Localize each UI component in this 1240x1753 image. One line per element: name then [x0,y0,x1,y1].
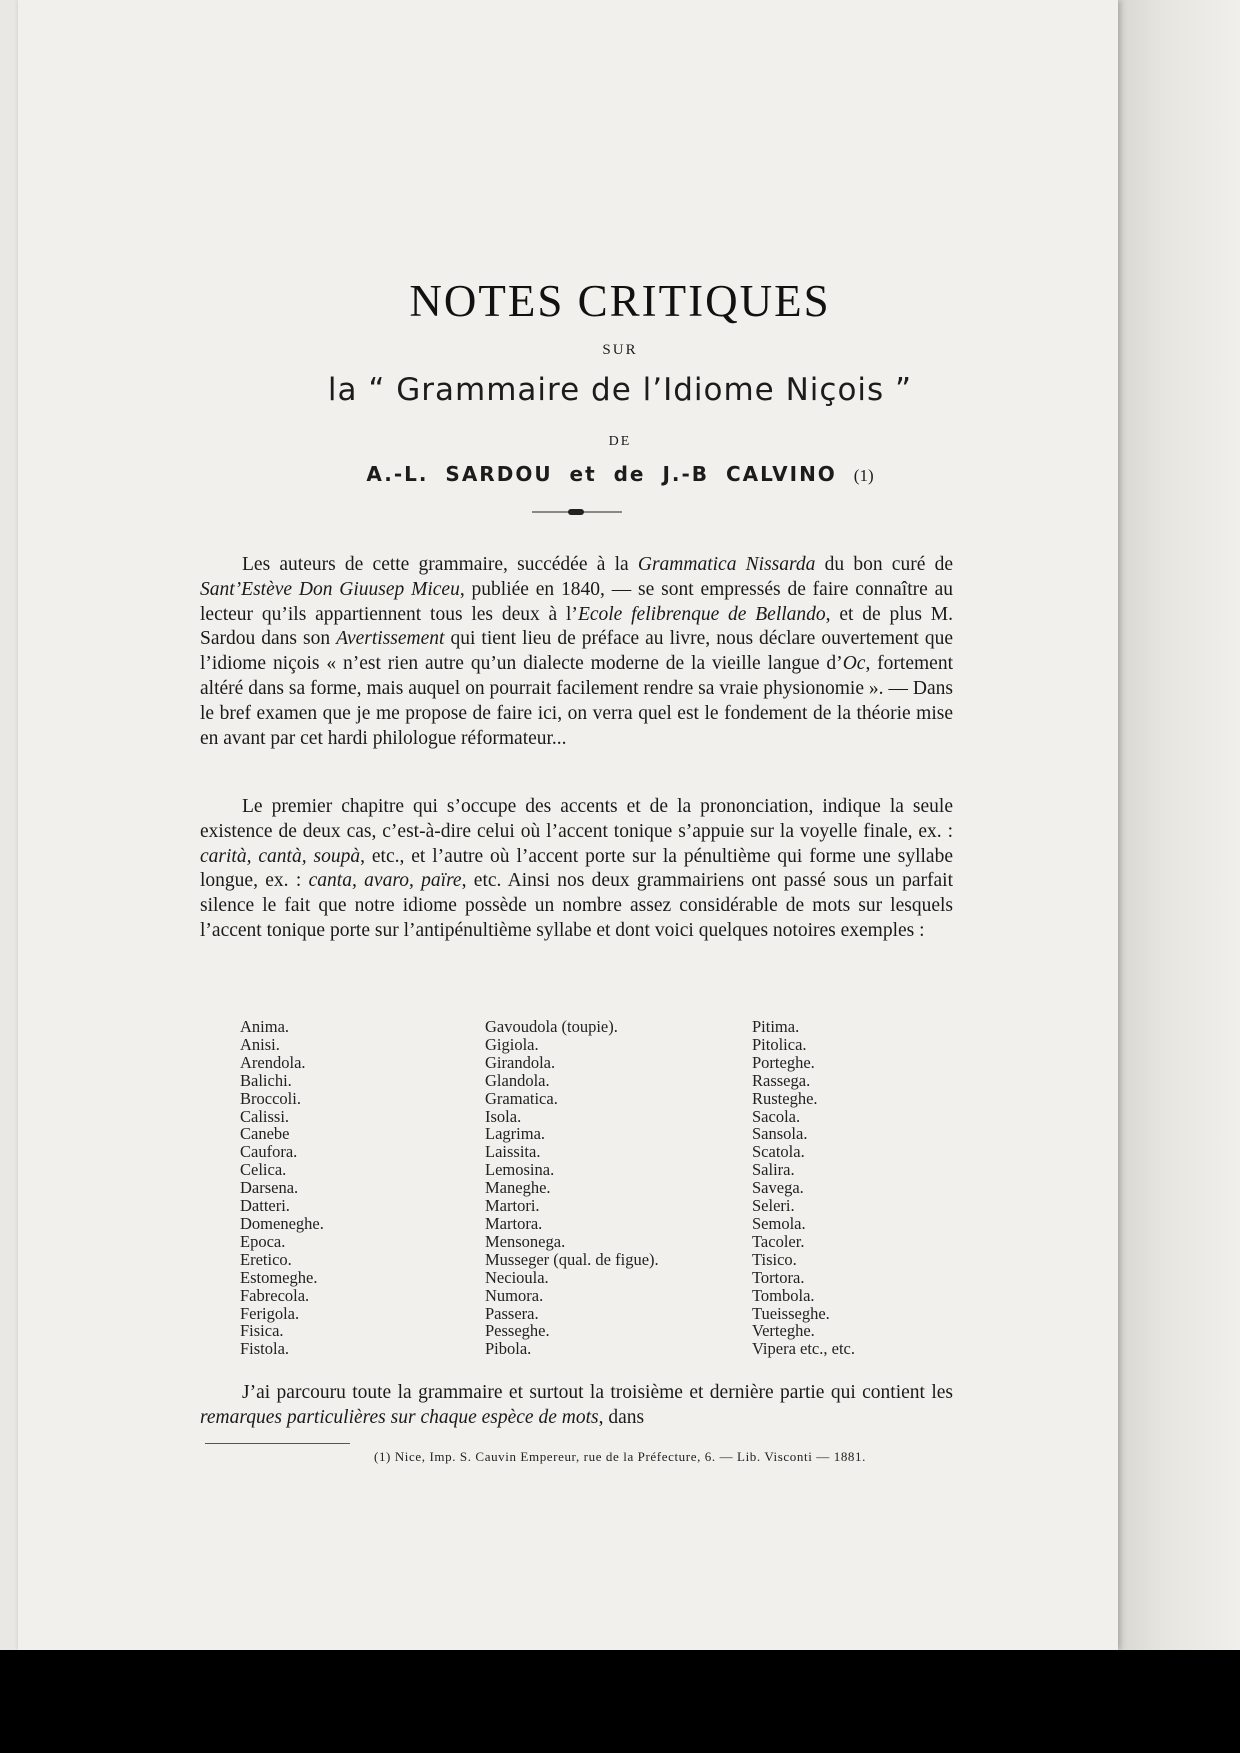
word-list-item: Pitolica. [752,1034,807,1054]
word-list-item: Fabrecola. [240,1285,310,1305]
word-list-item: Balichi. [240,1070,292,1090]
word-list-item: Anima. [240,1017,290,1036]
word-list-item: Maneghe. [485,1178,551,1198]
word-list-item: Martora. [485,1213,543,1233]
ornament-divider [532,511,622,513]
word-list-item: Semola. [752,1213,806,1233]
word-list-item: Isola. [485,1106,522,1126]
italic-run: Sant’Estève Don Giuusep Miceu [200,578,460,600]
word-list-item: Pitima. [752,1017,800,1036]
word-list-item: Darsena. [240,1178,299,1198]
italic-run: canta, avaro, païre [308,870,462,892]
word-list-item: Savega. [752,1178,804,1198]
word-list-item: Vipera etc., etc. [752,1339,855,1359]
title-connector-sur: SUR [602,342,638,358]
word-list-item: Lemosina. [485,1160,555,1180]
word-list-column-3 [752,1018,855,1358]
word-list-item: Gavoudola (toupie). [485,1017,618,1036]
word-list-item: Tombola. [752,1285,815,1305]
word-list-item: Numora. [485,1285,544,1305]
text-run: , etc., et l’autre où l’accent porte sur la pénultième qui forme une syllabe longue, ex. : [200,845,953,892]
authors-line [0,462,1240,486]
word-list-item: Girandola. [485,1052,556,1072]
word-list-column-1 [240,1018,324,1358]
word-list-item: Tisico. [752,1249,797,1269]
word-list-item: Pibola. [485,1339,532,1359]
word-list-item: Caufora. [240,1142,298,1162]
text-run: , dans [598,1406,645,1428]
word-list-item: Scatola. [752,1142,805,1162]
word-list-item: Domeneghe. [240,1213,324,1233]
italic-run: carità, cantà, soupà [200,845,361,867]
word-list-item: Arendola. [240,1052,306,1072]
authors-names: A.-L. SARDOU et de J.-B CALVINO [366,462,837,486]
word-list-item: Gramatica. [485,1088,558,1108]
word-list-item: Datteri. [240,1196,290,1216]
paragraph-3 [200,1381,953,1431]
word-list-item: Calissi. [240,1106,290,1126]
word-list-item: Salira. [752,1160,795,1180]
word-list-item: Sansola. [752,1124,808,1144]
text-run: , publiée en 1840, — se sont empressés de faire connaître au lecteur qu’ils appartiennent tous les deux à l’ [200,578,954,625]
word-list-item: Laissita. [485,1142,541,1162]
word-list-item: Tacoler. [752,1231,805,1251]
word-list-item: Musseger (qual. de figue). [485,1249,659,1269]
word-list-item: Tueisseghe. [752,1303,830,1323]
italic-run: Oc [842,653,866,675]
text-run: , fortement altéré dans sa forme, mais auquel on pourrait facilement rendre sa vraie physionomie ». — Dans le bref examen que je me propose de faire ici, on verra quel est le fondement de la théorie mise en avant par cet hardi philologue réformateur... [200,653,953,749]
word-list-item: Necioula. [485,1267,549,1287]
word-list-item: Glandola. [485,1070,550,1090]
italic-run: Avertissement [336,628,445,650]
word-list-item: Rassega. [752,1070,811,1090]
title-connector-de: DE [608,434,632,449]
footnote-rule [205,1443,350,1444]
word-list-item: Passera. [485,1303,539,1323]
word-list-item: Broccoli. [240,1088,301,1108]
text-run: , et de plus M. Sardou dans son [200,603,954,650]
italic-run: remarques particulières sur chaque espèce de mots [200,1406,599,1428]
italic-run: Grammatica Nissarda [637,554,816,575]
footnote: (1) Nice, Imp. S. Cauvin Empereur, rue de la Préfecture, 6. — Lib. Visconti — 1881. [374,1449,866,1464]
word-list-item: Fisica. [240,1321,284,1341]
word-list-item: Verteghe. [752,1321,815,1341]
scanner-bottom-band [0,1650,1240,1753]
text-run: Le premier chapitre qui s’occupe des accents et de la prononciation, indique la seule existence de deux cas, c’est-à-dire celui où l’accent tonique s’appuie sur la voyelle finale, ex. : [200,796,953,842]
word-list-item: Eretico. [240,1249,292,1269]
word-list-item: Porteghe. [752,1052,815,1072]
subtitle: la “ Grammaire de l’Idiome Niçois ” [327,372,913,408]
paragraph-1 [200,553,953,751]
word-list-item: Anisi. [240,1034,280,1054]
word-list-item: Lagrima. [485,1124,546,1144]
footnote-reference: (1) [853,466,874,485]
paragraph-2 [200,795,953,944]
text-run: du bon curé de [815,554,953,575]
word-list-item: Canebe [240,1124,290,1144]
word-list-item: Pesseghe. [485,1321,550,1341]
word-list-item: Ferigola. [240,1303,300,1323]
word-list-item: Gigiola. [485,1034,539,1054]
word-list-item: Martori. [485,1196,540,1216]
word-list-item: Rusteghe. [752,1088,818,1108]
word-list-column-2 [485,1018,659,1358]
word-list-item: Mensonega. [485,1231,566,1251]
page-title: NOTES CRITIQUES [409,276,831,326]
word-list-item: Sacola. [752,1106,801,1126]
text-run: J’ai parcouru toute la grammaire et surtout la troisième et dernière partie qui contient les [242,1382,953,1403]
word-list-item: Epoca. [240,1231,286,1251]
word-list-item: Fistola. [240,1339,290,1359]
text-run: qui tient lieu de préface au livre, nous déclare ouvertement que l’idiome niçois « n’est rien autre qu’un dialecte moderne de la vieille langue d’ [200,628,953,675]
word-list-item: Estomeghe. [240,1267,318,1287]
word-list-item: Seleri. [752,1196,795,1216]
word-list-item: Tortora. [752,1267,805,1287]
italic-run: Ecole felibrenque de Bellando [577,603,826,625]
word-list-item: Celica. [240,1160,287,1180]
text-run: , etc. Ainsi nos deux grammairiens ont passé sous un parfait silence le fait que notre idiome possède un nombre assez considérable de mots sur lesquels l’accent tonique porte sur l’antipénultième syllabe et dont voici quelques notoires exemples : [200,870,953,941]
text-run: Les auteurs de cette grammaire, succédée à la [242,554,638,575]
next-page-edge [1118,0,1240,1650]
